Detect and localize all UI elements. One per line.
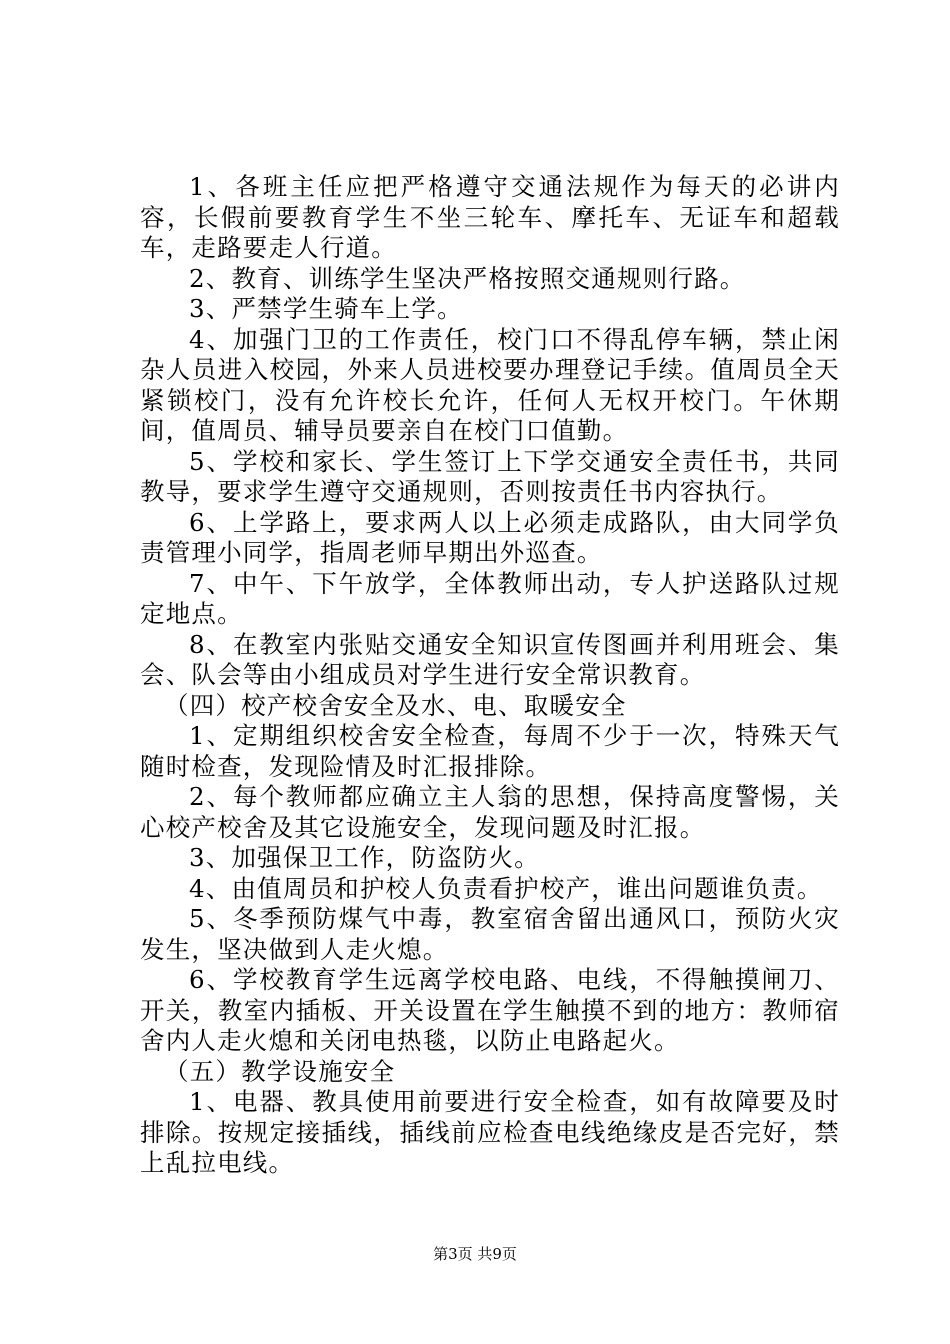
page-number-footer: 第3页 共9页 xyxy=(433,1245,517,1263)
section-heading-5: （五）教学设施安全 xyxy=(164,1056,396,1086)
paragraph-property-4: 4、由值周员和护校人负责看护校产，谁出问题谁负责。 xyxy=(189,873,823,903)
paragraph-traffic-1: 1、各班主任应把严格遵守交通法规作为每天的必讲内容，长假前要教育学生不坐三轮车、摩托车、无证车和超载车，走路要走人行道。 xyxy=(140,172,840,262)
paragraph-traffic-5: 5、学校和家长、学生签订上下学交通安全责任书，共同教导，要求学生遵守交通规则，否则按责任书内容执行。 xyxy=(140,446,840,506)
paragraph-traffic-6: 6、上学路上，要求两人以上必须走成路队，由大同学负责管理小同学，指周老师早期出外巡查。 xyxy=(140,507,840,567)
paragraph-traffic-2: 2、教育、训练学生坚决严格按照交通规则行路。 xyxy=(189,263,746,293)
paragraph-facility-1: 1、电器、教具使用前要进行安全检查，如有故障要及时排除。按规定接插线，插线前应检查电线绝缘皮是否完好，禁上乱拉电线。 xyxy=(140,1087,840,1177)
paragraph-traffic-7: 7、中午、下午放学，全体教师出动，专人护送路队过规定地点。 xyxy=(140,568,840,628)
paragraph-traffic-4: 4、加强门卫的工作责任，校门口不得乱停车辆，禁止闲杂人员进入校园，外来人员进校要办理登记手续。值周员全天紧锁校门，没有允许校长允许，任何人无权开校门。午休期间，值周员、辅导员要亲自在校门口值勤。 xyxy=(140,324,840,445)
paragraph-traffic-3: 3、严禁学生骑车上学。 xyxy=(189,294,463,323)
paragraph-traffic-8: 8、在教室内张贴交通安全知识宣传图画并利用班会、集会、队会等由小组成员对学生进行安全常识教育。 xyxy=(140,629,840,689)
paragraph-property-2: 2、每个教师都应确立主人翁的思想，保持高度警惕，关心校产校舍及其它设施安全，发现问题及时汇报。 xyxy=(140,782,840,842)
paragraph-property-3: 3、加强保卫工作，防盗防火。 xyxy=(189,843,540,872)
section-heading-4: （四）校产校舍安全及水、电、取暖安全 xyxy=(164,690,627,720)
paragraph-property-5: 5、冬季预防煤气中毒，教室宿舍留出通风口，预防火灾发生，坚决做到人走火熄。 xyxy=(140,904,840,964)
paragraph-property-6: 6、学校教育学生远离学校电路、电线，不得触摸闸刀、开关，教室内插板、开关设置在学生触摸不到的地方：教师宿舍内人走火熄和关闭电热毯，以防止电路起火。 xyxy=(140,965,840,1055)
document-body xyxy=(140,172,840,1179)
paragraph-property-1: 1、定期组织校舍安全检查，每周不少于一次，特殊天气随时检查，发现险情及时汇报排除。 xyxy=(140,721,840,781)
